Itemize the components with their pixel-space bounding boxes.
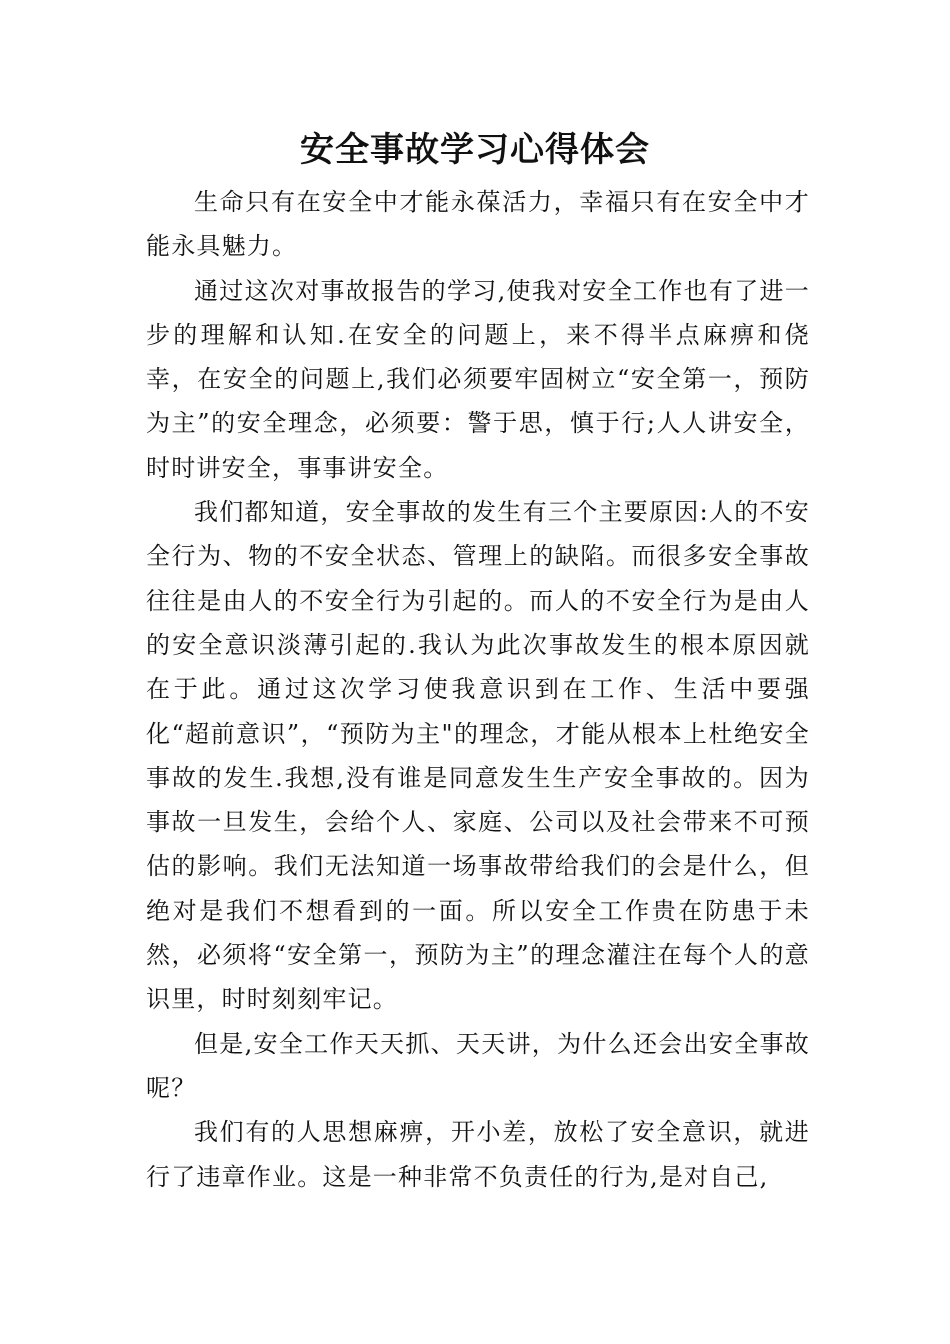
document-title: 安全事故学习心得体会 <box>300 130 650 170</box>
paragraph-2: 通过这次对事故报告的学习,使我对安全工作也有了进一步的理解和认知.在安全的问题上，来不得半点麻痹和侥幸，在安全的问题上,我们必须要牢固树立“安全第一，预防为主”的安全理念，必须要：警于思，慎于行;人人讲安全，时时讲安全，事事讲安全。 <box>146 276 810 482</box>
document-body <box>146 180 810 1199</box>
paragraph-4: 但是,安全工作天天抓、天天讲，为什么还会出安全事故呢？ <box>146 1029 810 1102</box>
paragraph-1: 生命只有在安全中才能永葆活力，幸福只有在安全中才能永具魅力。 <box>146 188 810 261</box>
paragraph-5: 我们有的人思想麻痹，开小差，放松了安全意识，就进行了违章作业。这是一种非常不负责任的行为,是对自己, <box>146 1118 810 1191</box>
paragraph-3: 我们都知道，安全事故的发生有三个主要原因:人的不安全行为、物的不安全状态、管理上的缺陷。而很多安全事故往往是由人的不安全行为引起的。而人的不安全行为是由人的安全意识淡薄引起的.我认为此次事故发生的根本原因就在于此。通过这次学习使我意识到在工作、生活中要强化“超前意识”，“预防为主"的理念，才能从根本上杜绝安全事故的发生.我想,没有谁是同意发生生产安全事故的。因为事故一旦发生，会给个人、家庭、公司以及社会带来不可预估的影响。我们无法知道一场事故带给我们的会是什么，但绝对是我们不想看到的一面。所以安全工作贵在防患于未然，必须将“安全第一，预防为主”的理念灌注在每个人的意识里，时时刻刻牢记。 <box>146 498 810 1014</box>
